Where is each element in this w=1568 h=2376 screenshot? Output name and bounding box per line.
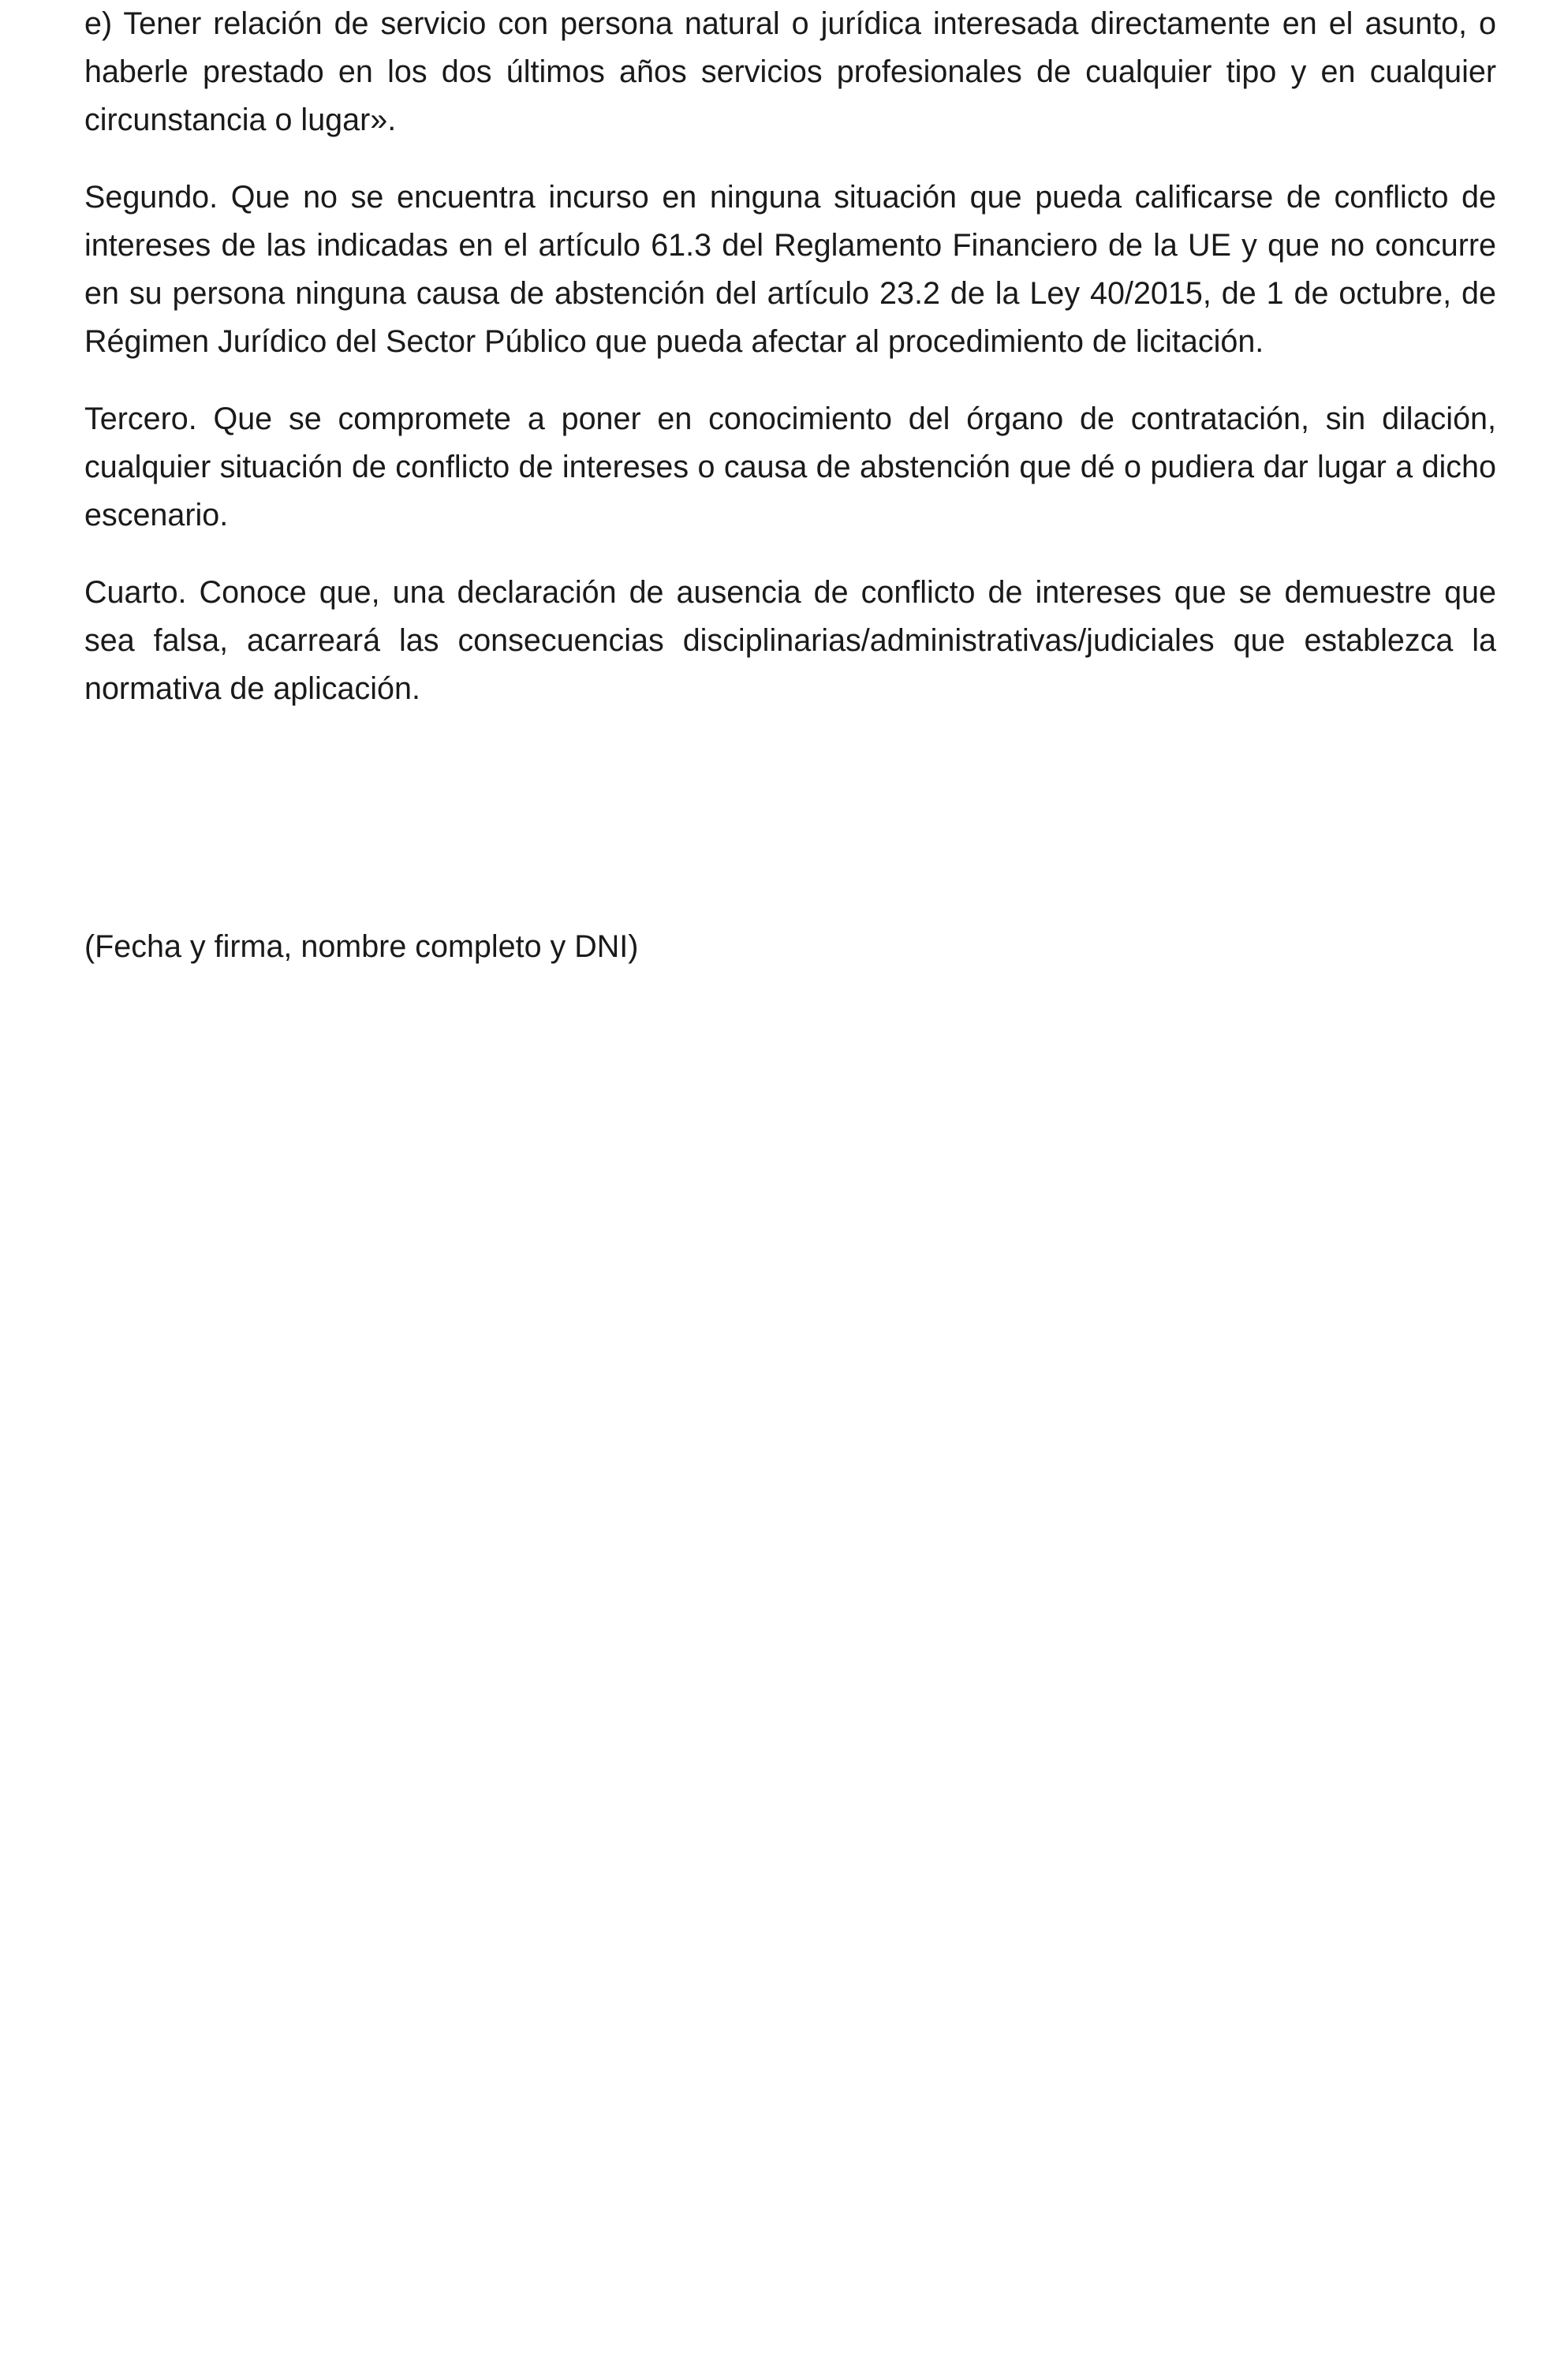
paragraph-item-e: e) Tener relación de servicio con persona natural o jurídica interesada directamente en el asunto, o haberle prestado en los dos últimos años servicios profesionales de cualquier tipo y en cualquier circunstancia o lugar».	[84, 6, 1496, 137]
document-body	[84, 0, 1496, 742]
paragraph-cuarto: Cuarto. Conoce que, una declaración de ausencia de conflicto de intereses que se demuestre que sea falsa, acarreará las consecuencias disciplinarias/administrativas/judiciales que establezca la normativa de aplicación.	[84, 575, 1496, 706]
paragraph-segundo: Segundo. Que no se encuentra incurso en ninguna situación que pueda calificarse de conflicto de intereses de las indicadas en el artículo 61.3 del Reglamento Financiero de la UE y que no concurre en su persona ninguna causa de abstención del artículo 23.2 de la Ley 40/2015, de 1 de octubre, de Régimen Jurídico del Sector Público que pueda afectar al procedimiento de licitación.	[84, 180, 1496, 359]
paragraph-tercero: Tercero. Que se compromete a poner en conocimiento del órgano de contratación, sin dilación, cualquier situación de conflicto de intereses o causa de abstención que dé o pudiera dar lugar a dicho escenario.	[84, 402, 1496, 532]
signature-line: (Fecha y firma, nombre completo y DNI)	[84, 929, 639, 964]
